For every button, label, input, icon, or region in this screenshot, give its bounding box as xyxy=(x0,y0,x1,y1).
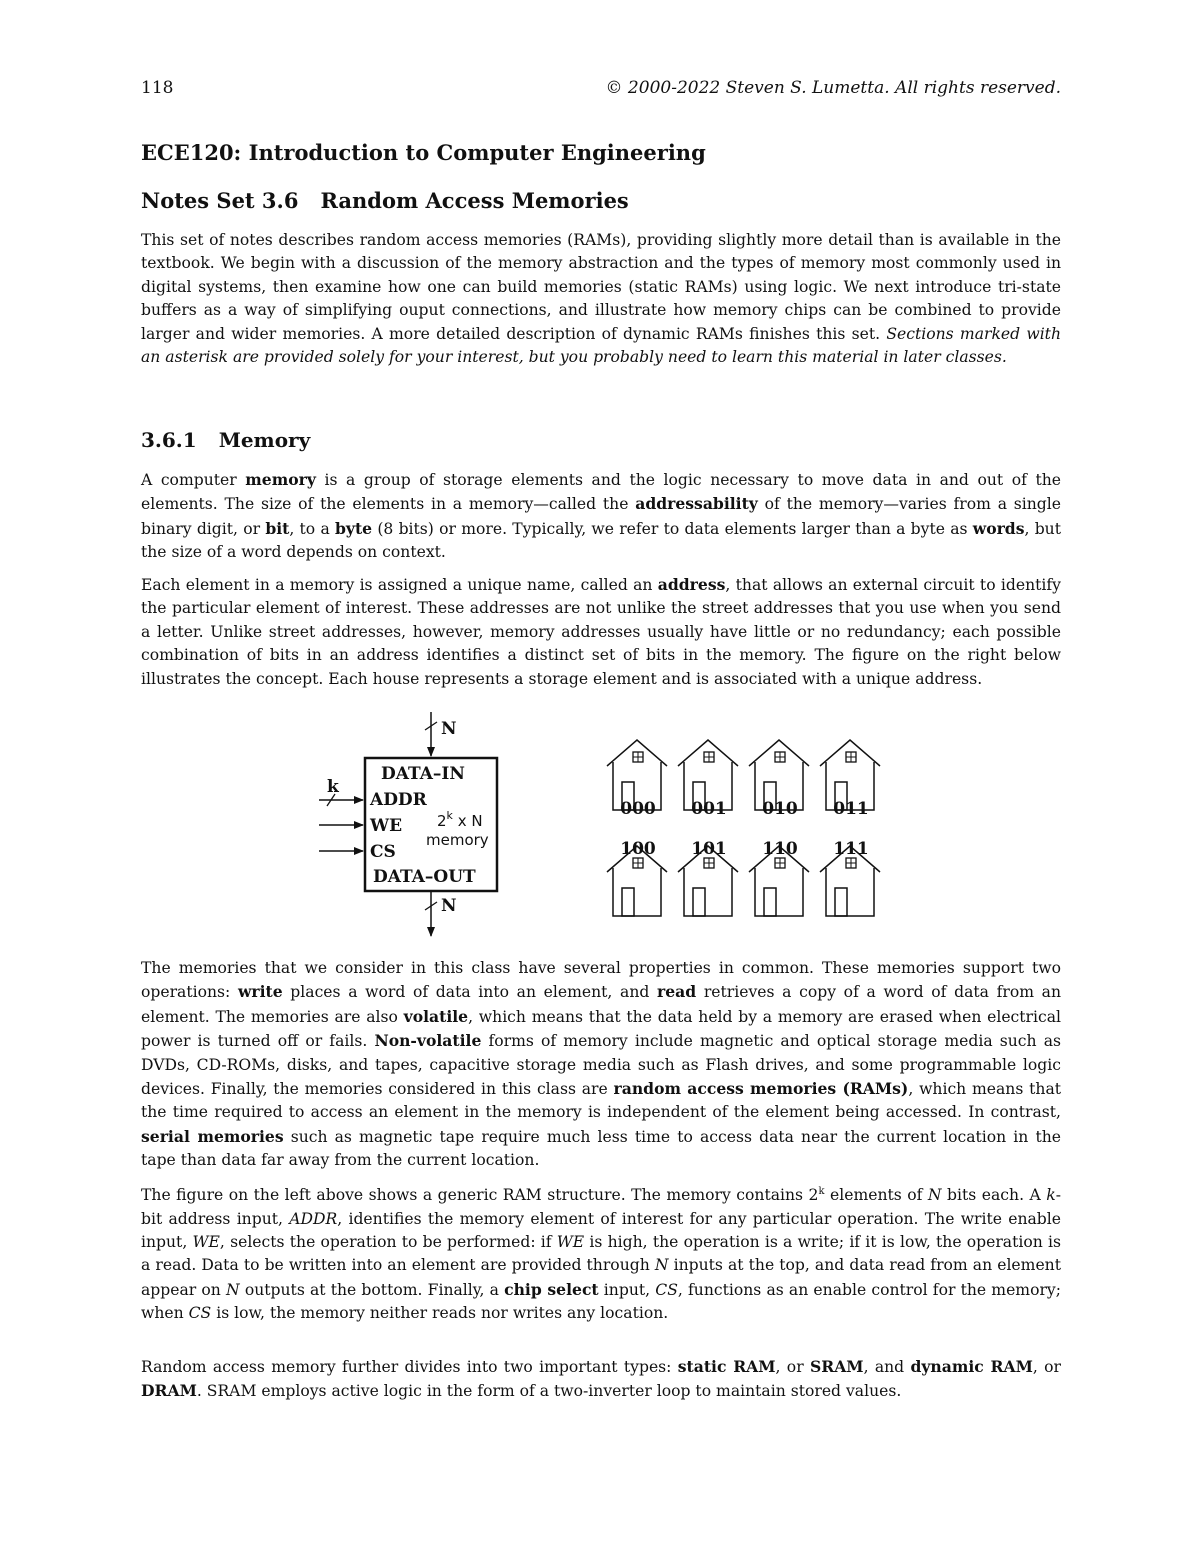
copyright-notice: © 2000-2022 Steven S. Lumetta. All rights reserved. xyxy=(605,78,1061,98)
we-label: WE xyxy=(370,816,403,836)
memory-size-label: 2$^k$ x N xyxy=(437,809,483,830)
course-title: ECE120: Introduction to Computer Engineering xyxy=(141,140,706,165)
cs-label: CS xyxy=(370,842,396,862)
data-out-label: DATA–OUT xyxy=(373,867,476,887)
data-out-width-label: N xyxy=(441,896,457,916)
intro-italic-note: Sections marked with an asterisk are provided solely for your interest, but you probably need to learn this material in later classes. xyxy=(141,324,1061,367)
page-header xyxy=(141,78,1061,102)
address-label: 111 xyxy=(833,839,869,859)
address-width-label: k xyxy=(327,777,339,797)
section-title: Memory xyxy=(218,428,311,452)
notes-set-heading xyxy=(141,188,629,213)
memory-word-label: memory xyxy=(426,831,489,849)
address-label: 110 xyxy=(762,839,798,859)
address-houses xyxy=(607,740,880,916)
data-in-width-label: N xyxy=(441,719,457,739)
notes-set-number: Notes Set 3.6 xyxy=(141,188,299,213)
address-label: 101 xyxy=(691,839,727,859)
paragraph-ram-types: Random access memory further divides into two important types: static RAM, or SRAM, and dynamic RAM, or DRAM. SRAM employs active logic in the form of a two-inverter loop to maintain stored values. xyxy=(141,1357,1061,1401)
paragraph-memory-properties: The memories that we consider in this class have several properties in common. These memories support two operations: write places a word of data into an element, and read retrieves a copy of a word of data from an element. The memories are also volatile, which means that the data held by a memory are erased when electrical power is turned off or fails. Non-volatile forms of memory include magnetic and optical storage media such as DVDs, CD-ROMs, disks, and tapes, capacitive storage media such as Flash drives, and some programmable logic devices. Finally, the memories considered in this class are random access memories (RAMs), which means that the time required to access an element in the memory is independent of the element being accessed. In contrast, serial memories such as magnetic tape require much less time to access data near the current location in the tape than data far away from the current location. xyxy=(141,959,1062,1170)
paragraph-memory-definition: A computer memory is a group of storage elements and the logic necessary to move data in and out of the elements. The size of the elements in a memory—called the addressability of the memory—varies from a single binary digit, or bit, to a byte (8 bits) or more. Typically, we refer to data elements larger than a byte as words, but the size of a word depends on context. xyxy=(141,470,1061,562)
address-label: 011 xyxy=(833,799,869,819)
paragraph-address: Each element in a memory is assigned a unique name, called an address, that allows an external circuit to identify the particular element of interest. These addresses are not unlike the street addresses that you use when you send a letter. Unlike street addresses, however, memory addresses usually have little or no redundancy; each possible combination of bits in an address identifies a distinct set of bits in the memory. The figure on the right below illustrates the concept. Each house represents a storage element and is associated with a unique address. xyxy=(141,575,1061,688)
memory-figure xyxy=(141,708,1061,943)
page-number: 118 xyxy=(141,78,174,98)
data-in-label: DATA–IN xyxy=(381,764,465,784)
address-label: 010 xyxy=(762,799,798,819)
ram-and-address-diagram xyxy=(141,708,1061,943)
address-label: 100 xyxy=(620,839,656,859)
section-number: 3.6.1 xyxy=(141,428,197,452)
address-label: 000 xyxy=(620,799,656,819)
paragraph-ram-structure: The figure on the left above shows a generic RAM structure. The memory contains 2$^k$ elements of N bits each. A k-bit address input, ADDR, identifies the memory element of interest for any particular operation. The write enable input, WE, selects the operation to be performed: if WE is high, the operation is a write; if it is low, the operation is a read. Data to be written into an element are provided through N inputs at the top, and data read from an element appear on N outputs at the bottom. Finally, a chip select input, CS, functions as an enable control for the memory; when CS is low, the memory neither reads nor writes any location. xyxy=(141,1186,1061,1323)
section-heading xyxy=(141,428,310,452)
address-label: 001 xyxy=(691,799,727,819)
ram-block xyxy=(319,712,497,936)
notes-set-name: Random Access Memories xyxy=(320,188,629,213)
intro-paragraph: This set of notes describes random access memories (RAMs), providing slightly more detail than is available in the textbook. We begin with a discussion of the memory abstraction and the types of memory most commonly used in digital systems, then examine how one can build memories (static RAMs) using logic. We next introduce tri-state buffers as a way of simplifying ouput connections, and illustrate how memory chips can be combined to provide larger and wider memories. A more detailed description of dynamic RAMs finishes this set. Sections marked with an asterisk are provided solely for your interest, but you probably need to learn this material in later classes. xyxy=(141,231,1061,367)
addr-label: ADDR xyxy=(370,790,427,810)
